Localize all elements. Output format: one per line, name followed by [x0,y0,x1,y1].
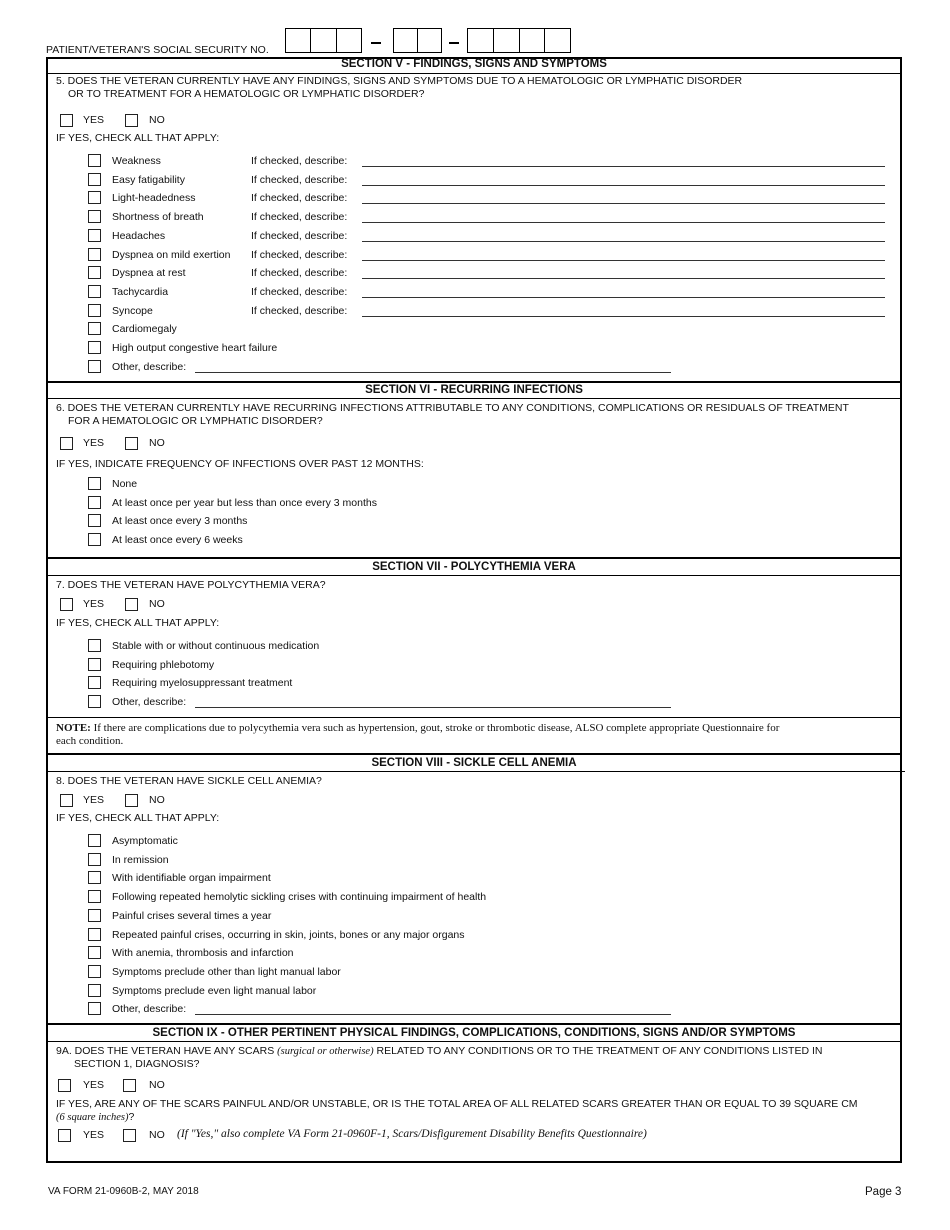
q9b-no-checkbox[interactable] [123,1129,136,1142]
sickle-cell-checkbox[interactable] [88,909,101,922]
sickle-cell-label: Repeated painful crises, occurring in skin, joints, bones or any major organs [112,928,465,941]
symptom-checkbox[interactable] [88,191,101,204]
sickle-cell-other-checkbox[interactable] [88,1002,101,1015]
sickle-cell-label: Symptoms preclude even light manual labor [112,984,317,997]
symptom-label: Cardiomegaly [112,323,177,336]
symptom-label: Easy fatigability [112,173,185,186]
if-checked-describe-label: If checked, describe: [251,211,348,224]
page-number: Page 3 [865,1186,902,1198]
if-checked-describe-label: If checked, describe: [251,192,348,205]
if-checked-describe-label: If checked, describe: [251,229,348,242]
q9a-yes-checkbox[interactable] [58,1079,71,1092]
q9b-yes-checkbox[interactable] [58,1129,71,1142]
symptom-label: Syncope [112,304,153,317]
section-9-title: SECTION IX - OTHER PERTINENT PHYSICAL FINDINGS, COMPLICATIONS, CONDITIONS, SIGNS AND/OR SYMPTOMS [152,1027,796,1039]
sickle-cell-label: Asymptomatic [112,835,178,847]
q9a-no-checkbox[interactable] [123,1079,136,1092]
symptom-label: Dyspnea at rest [112,267,186,280]
if-checked-describe-label: If checked, describe: [251,155,348,167]
sickle-cell-checkbox[interactable] [88,946,101,959]
q6-yes-checkbox[interactable] [60,437,73,450]
polycythemia-other-checkbox[interactable] [88,695,101,708]
describe-input-line[interactable] [362,222,885,223]
polycythemia-label: Stable with or without continuous medication [112,640,320,652]
describe-input-line[interactable] [362,241,885,242]
sickle-cell-label: In remission [112,853,169,866]
infection-frequency-checkbox[interactable] [88,496,101,509]
other-describe-input-line[interactable] [195,372,671,373]
sickle-cell-label: Symptoms preclude other than light manual labor [112,965,341,978]
infection-frequency-label: At least once every 3 months [112,515,248,528]
infection-frequency-label: At least once per year but less than once every 3 months [112,496,377,509]
if-checked-describe-label: If checked, describe: [251,173,348,186]
infection-frequency-checkbox[interactable] [88,514,101,527]
ssn-dash [371,42,381,44]
ssn-label: PATIENT/VETERAN'S SOCIAL SECURITY NO. [46,44,269,56]
infection-frequency-checkbox[interactable] [88,533,101,546]
symptom-label: Dyspnea on mild exertion [112,248,231,261]
describe-input-line[interactable] [362,297,885,298]
describe-input-line[interactable] [362,260,885,261]
polycythemia-other-label: Other, describe: [112,696,187,709]
question-7: 7. DOES THE VETERAN HAVE POLYCYTHEMIA VERA? [56,579,326,591]
q7-no-checkbox[interactable] [125,598,138,611]
section-8-title: SECTION VIII - SICKLE CELL ANEMIA [371,757,577,769]
question-6: 6. DOES THE VETERAN CURRENTLY HAVE RECURRING INFECTIONS ATTRIBUTABLE TO ANY CONDITIONS, COMPLICATIONS OR RESIDUALS OF TREATMENT FOR A HEMATOLOGIC OR LYMPHATIC DISORDER? [56,402,849,427]
infection-frequency-label: At least once every 6 weeks [112,534,243,547]
symptom-checkbox[interactable] [88,154,101,167]
symptom-checkbox[interactable] [88,248,101,261]
sickle-cell-checkbox[interactable] [88,871,101,884]
symptom-checkbox[interactable] [88,304,101,317]
describe-input-line[interactable] [362,166,885,167]
other-describe-input-line[interactable] [195,1014,671,1015]
scars-form-note: (If "Yes," also complete VA Form 21-0960F-1, Scars/Disfigurement Disability Benefits Questionnaire) [177,1128,647,1140]
polycythemia-checkbox[interactable] [88,658,101,671]
sickle-cell-label: With anemia, thrombosis and infarction [112,947,294,960]
question-8: 8. DOES THE VETERAN HAVE SICKLE CELL ANEMIA? [56,775,322,787]
polycythemia-label: Requiring myelosuppressant treatment [112,677,293,690]
sickle-cell-checkbox[interactable] [88,984,101,997]
symptom-checkbox[interactable] [88,210,101,223]
ssn-field-part3[interactable] [467,28,571,53]
q7-yes-checkbox[interactable] [60,598,73,611]
symptom-checkbox[interactable] [88,285,101,298]
symptom-other-label: Other, describe: [112,360,187,373]
describe-input-line[interactable] [362,185,885,186]
symptom-label: Light-headedness [112,192,196,205]
other-describe-input-line[interactable] [195,707,671,708]
sickle-cell-checkbox[interactable] [88,834,101,847]
q6-no-checkbox[interactable] [125,437,138,450]
q8-yes-checkbox[interactable] [60,794,73,807]
symptom-checkbox[interactable] [88,266,101,279]
sickle-cell-label: Following repeated hemolytic sickling crises with continuing impairment of health [112,891,487,904]
describe-input-line[interactable] [362,278,885,279]
ssn-field-part1[interactable] [285,28,362,53]
symptom-label: Tachycardia [112,285,169,298]
q5-yes-checkbox[interactable] [60,114,73,127]
question-5: 5. DOES THE VETERAN CURRENTLY HAVE ANY FINDINGS, SIGNS AND SYMPTOMS DUE TO A HEMATOLOGIC OR LYMPHATIC DISORDER OR TO TREATMENT FOR A HEMATOLOGIC OR LYMPHATIC DISORDER? [56,75,743,100]
polycythemia-checkbox[interactable] [88,639,101,652]
polycythemia-note: NOTE: If there are complications due to polycythemia vera such as hypertension, gout, stroke or thrombotic disease, ALSO complete appropriate Questionnaire for each condition. [56,722,780,747]
sickle-cell-label: With identifiable organ impairment [112,872,271,885]
symptom-label: Shortness of breath [112,211,204,224]
sickle-cell-label: Painful crises several times a year [112,909,272,922]
symptom-checkbox[interactable] [88,173,101,186]
sickle-cell-checkbox[interactable] [88,965,101,978]
section-5-title: SECTION V - FINDINGS, SIGNS AND SYMPTOMS [341,58,607,70]
symptom-label: Headaches [112,229,166,242]
ssn-dash [449,42,459,44]
sickle-cell-checkbox[interactable] [88,928,101,941]
if-checked-describe-label: If checked, describe: [251,285,348,298]
symptom-label: Weakness [112,155,161,167]
polycythemia-label: Requiring phlebotomy [112,658,215,671]
infection-frequency-checkbox[interactable] [88,477,101,490]
q8-no-checkbox[interactable] [125,794,138,807]
if-checked-describe-label: If checked, describe: [251,267,348,280]
section-7-title: SECTION VII - POLYCYTHEMIA VERA [372,561,576,573]
section-6-title: SECTION VI - RECURRING INFECTIONS [365,384,583,396]
form-id: VA FORM 21-0960B-2, MAY 2018 [48,1186,199,1197]
symptom-other-checkbox[interactable] [88,360,101,373]
describe-input-line[interactable] [362,316,885,317]
infection-frequency-label: None [112,478,138,490]
describe-input-line[interactable] [362,203,885,204]
question-9a: 9A. DOES THE VETERAN HAVE ANY SCARS (surgical or otherwise) RELATED TO ANY CONDITIONS OR TO THE TREATMENT OF ANY CONDITIONS LISTED IN SECTION 1, DIAGNOSIS? [56,1045,823,1070]
symptom-checkbox[interactable] [88,322,101,335]
sickle-cell-other-label: Other, describe: [112,1003,187,1016]
symptom-label: High output congestive heart failure [112,342,278,354]
polycythemia-checkbox[interactable] [88,676,101,689]
sickle-cell-checkbox[interactable] [88,853,101,866]
question-9b: IF YES, ARE ANY OF THE SCARS PAINFUL AND/OR UNSTABLE, OR IS THE TOTAL AREA OF ALL RELATED SCARS GREATER THAN OR EQUAL TO 39 SQUARE CM (6 square inches)? [56,1098,858,1123]
q5-no-checkbox[interactable] [125,114,138,127]
ssn-field-part2[interactable] [393,28,442,53]
symptom-checkbox[interactable] [88,341,101,354]
sickle-cell-checkbox[interactable] [88,890,101,903]
if-checked-describe-label: If checked, describe: [251,248,348,261]
symptom-checkbox[interactable] [88,229,101,242]
if-checked-describe-label: If checked, describe: [251,304,348,317]
